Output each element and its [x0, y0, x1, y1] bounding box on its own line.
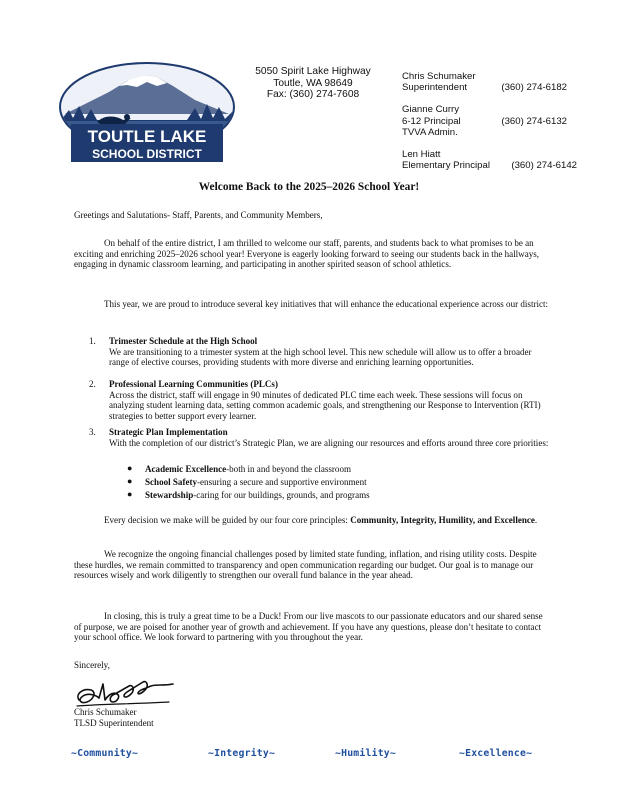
priority-item: [127, 464, 527, 475]
priority-item: [127, 490, 527, 501]
fax-number: Fax: (360) 274-7608: [266, 89, 360, 100]
signer-title: TLSD Superintendent: [74, 718, 154, 728]
contact-phone: (360) 274-6182: [501, 82, 567, 94]
district-address: [248, 66, 378, 101]
letter-title: Welcome Back to the 2025–2026 School Year!: [198, 181, 420, 193]
item-number: 1.: [89, 336, 96, 346]
contact-name: Chris Schumaker: [402, 71, 476, 82]
bullet-icon: ●: [127, 463, 133, 473]
core-principles-paragraph: [74, 515, 552, 526]
logo-line1: TOUTLE LAKE: [87, 127, 207, 146]
contact-phone: (360) 274-6132: [501, 115, 567, 127]
finance-paragraph: We recognize the ongoing financial challenges posed by limited state funding, inflation, and rising utility costs. Despite these hurdles, we remain committed to transparency and open communication regarding our budget. Our goal is to manage our resources wisely and work diligently to strengthen our overall fund balance in the year ahead.: [74, 549, 537, 581]
initiative-item: [89, 379, 552, 421]
item-heading: Trimester Schedule at the High School: [109, 336, 258, 346]
city-state-zip: Toutle, WA 98649: [273, 77, 353, 89]
bullet-icon: ●: [127, 489, 133, 499]
street-address: 5050 Spirit Lake Highway: [255, 66, 371, 77]
bullet-icon: ●: [127, 476, 133, 486]
priority-desc: -both in and beyond the classroom: [226, 464, 352, 474]
item-text: With the completion of our district’s Strategic Plan, we are aligning our resources and efforts around three core priorities:: [109, 437, 549, 448]
staff-contacts: [402, 71, 612, 182]
item-heading: Professional Learning Communities (PLCs): [109, 379, 278, 389]
signer-name: Chris Schumaker: [74, 707, 137, 717]
welcome-paragraph: On behalf of the entire district, I am thrilled to welcome our staff, parents, and students back to what promises to be an exciting and enriching 2025–2026 school year! Everyone is eagerly looking forward to seeing our students back in the hallways, engaging in dynamic classroom learning, and participating in another spirited season of school athletics.: [74, 238, 540, 270]
priority-name: School Safety: [145, 477, 198, 487]
contact-name: Len Hiatt: [402, 149, 441, 161]
principles-lead: Every decision we make will be guided by our four core principles:: [104, 515, 351, 525]
footer-principle-humility: ~Humility~: [335, 748, 396, 759]
item-heading: Strategic Plan Implementation: [109, 427, 228, 437]
contact-title-secondary: TVVA Admin.: [402, 126, 458, 138]
principles-end: .: [534, 515, 538, 525]
item-text: Across the district, staff will engage in 90 minutes of dedicated PLC time each week. These sessions will focus on analyzing student learning data, setting common academic goals, and strengthening our Response to Intervention (RTI) strategies to better support every learner.: [109, 389, 541, 421]
footer-principle-excellence: ~Excellence~: [459, 748, 533, 759]
initiatives-intro: This year, we are proud to introduce several key initiatives that will enhance the educational experience across our district:: [104, 299, 549, 309]
footer-principle-community: ~Community~: [71, 748, 139, 759]
priority-item: [127, 477, 527, 488]
item-text: We are transitioning to a trimester system at the high school level. This new schedule will allow us to offer a broader range of elective courses, providing students with more diverse and enriching learning opportunities.: [109, 346, 532, 368]
signature-image: [73, 676, 179, 710]
contact-title: 6-12 Principal: [402, 115, 461, 127]
closing-paragraph: In closing, this is truly a great time to be a Duck! From our live mascots to our passionate educators and our shared sense of purpose, we are poised for another year of growth and achievement. If you have any questions, please don’t hesitate to contact your school office. We look forward to partnering with you throughout the year.: [74, 611, 543, 643]
initiative-item: [89, 427, 552, 448]
priority-name: Academic Excellence: [145, 464, 227, 474]
sign-off: Sincerely,: [74, 660, 110, 670]
greeting: Greetings and Salutations- Staff, Parents, and Community Members,: [74, 210, 323, 220]
priority-desc: -caring for our buildings, grounds, and programs: [193, 490, 370, 500]
contact-principal-6-12: [402, 104, 612, 138]
item-number: 3.: [89, 427, 96, 437]
contact-title: Superintendent: [402, 82, 468, 94]
district-logo: [57, 62, 237, 165]
contact-phone: (360) 274-6142: [511, 160, 577, 172]
footer-principle-integrity: ~Integrity~: [208, 748, 276, 759]
priority-name: Stewardship: [145, 490, 194, 500]
priority-desc: -ensuring a secure and supportive environment: [197, 477, 367, 487]
contact-elementary-principal: [402, 149, 612, 171]
initiative-item: [89, 336, 552, 368]
contact-superintendent: [402, 71, 612, 93]
logo-line2: SCHOOL DISTRICT: [92, 147, 202, 161]
contact-title: Elementary Principal: [402, 160, 490, 172]
contact-name: Gianne Curry: [402, 104, 460, 116]
item-number: 2.: [89, 379, 96, 389]
principles-list: Community, Integrity, Humility, and Excellence: [350, 515, 535, 525]
